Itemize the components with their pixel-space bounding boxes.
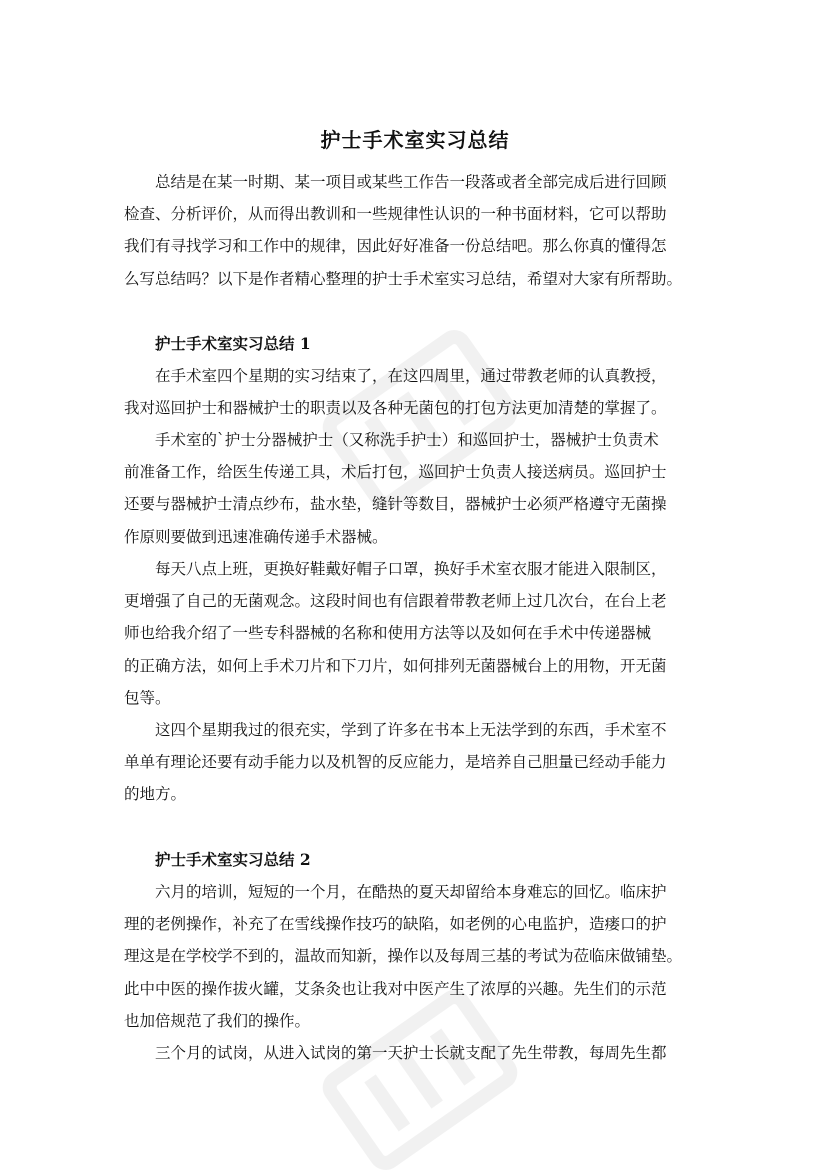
section-2-paragraph-2 [124,1037,710,1069]
text-line: 的地方。 [124,785,187,804]
text-line: 更增强了自己的无菌观念。这段时间也有信跟着带教老师上过几次台，在台上老 [124,592,667,611]
text-line: 我们有寻找学习和工作中的规律，因此好好准备一份总结吧。那么你真的懂得怎 [124,237,667,256]
section-2-heading: 护士手术室实习总结 2 [155,850,311,869]
text-line: 包等。 [124,688,171,707]
text-line: 单单有理论还要有动手能力以及机智的反应能力，是培养自己胆量已经动手能力 [124,753,667,772]
text-line: 检查、分析评价，从而得出教训和一些规律性认识的一种书面材料，它可以帮助 [124,205,667,224]
text-line: 么写总结吗？以下是作者精心整理的护士手术室实习总结，希望对大家有所帮助。 [124,269,683,288]
section-1-paragraph-3 [124,553,710,714]
text-line: 理的老例操作，补充了在雪线操作技巧的缺陷，如老例的心电监护，造瘘口的护 [124,915,667,934]
text-line: 作原则要做到迅速准确传递手术器械。 [124,527,388,546]
section-1-paragraph-2 [124,424,710,553]
text-line: 总结是在某一时期、某一项目或某些工作告一段落或者全部完成后进行回顾 [155,173,667,191]
section-1-heading: 护士手术室实习总结 1 [155,334,311,353]
text-line: 在手术室四个星期的实习结束了，在这四周里，通过带教老师的认真教授， [155,367,667,385]
section-1-paragraph-1 [124,360,710,424]
text-line: 此中中医的操作拔火罐，艾条灸也让我对中医产生了浓厚的兴趣。先生们的示范 [124,979,667,998]
text-line: 每天八点上班，更换好鞋戴好帽子口罩，换好手术室衣服才能进入限制区， [155,560,667,578]
page-title: 护士手术室实习总结 [320,128,510,152]
text-line: 的正确方法，如何上手术刀片和下刀片，如何排列无菌器械台上的用物，开无菌 [124,656,667,675]
text-line: 前准备工作，给医生传递工具，术后打包，巡回护士负责人接送病员。巡回护士 [124,463,667,482]
section-1-paragraph-4 [124,714,710,811]
intro-paragraph [124,166,710,295]
text-line: 这四个星期我过的很充实，学到了许多在书本上无法学到的东西，手术室不 [155,721,667,739]
text-line: 理这是在学校学不到的，温故而知新，操作以及每周三基的考试为莅临床做铺垫。 [124,947,683,966]
text-line: 手术室的`护士分器械护士（又称洗手护士）和巡回护士，器械护士负责术 [155,431,659,449]
section-2-paragraph-1 [124,876,710,1037]
text-line: 师也给我介绍了一些专科器械的名称和使用方法等以及如何在手术中传递器械 [124,624,652,643]
text-line: 六月的培训，短短的一个月，在酷热的夏天却留给本身难忘的回忆。临床护 [155,883,667,901]
text-line: 我对巡回护士和器械护士的职责以及各种无菌包的打包方法更加清楚的掌握了。 [124,399,667,418]
text-line: 三个月的试岗，从进入试岗的第一天护士长就支配了先生带教，每周先生都 [155,1044,667,1062]
text-line: 还要与器械护士清点纱布，盐水垫，缝针等数目，器械护士必须严格遵守无菌操 [124,495,667,514]
text-line: 也加倍规范了我们的操作。 [124,1011,311,1030]
